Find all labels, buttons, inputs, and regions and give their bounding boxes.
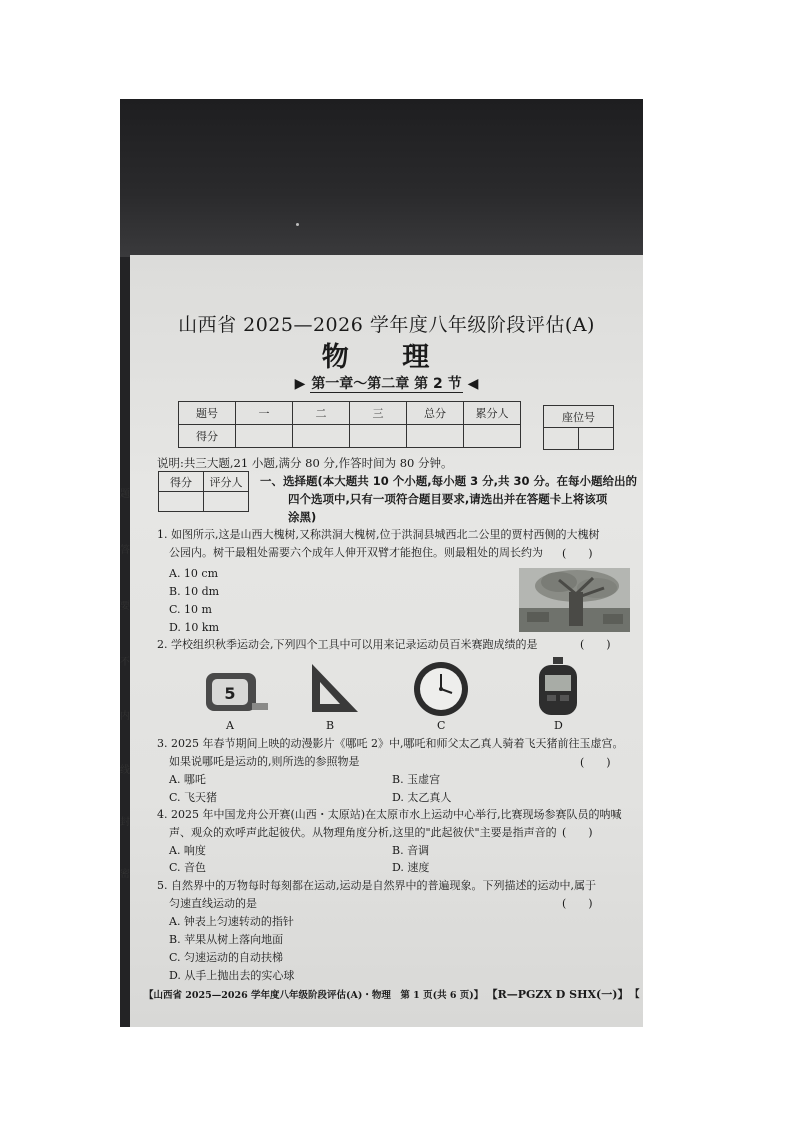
question-line: 1. 如图所示,这是山西大槐树,又称洪洞大槐树,位于洪洞县城西北二公里的贾村西侧的大槐树 <box>157 528 600 541</box>
side-label: 内 <box>120 711 130 722</box>
exam-instructions: 说明:共三大题,21 小题,满分 80 分,作答时间为 80 分钟。 <box>157 456 453 470</box>
score-cell <box>350 425 407 448</box>
question-2-text: 2. 学校组织秋季运动会,下列四个工具中可以用来记录运动员百米赛跑成绩的是 <box>157 638 538 651</box>
side-label: 密 <box>120 869 130 880</box>
option: B. 苹果从树上落向地面 <box>169 933 284 946</box>
side-label: 线 <box>120 765 130 776</box>
question-line: 声、观众的欢呼声此起彼伏。从物理角度分析,这里的"此起彼伏"主要是指声音的 <box>169 826 557 839</box>
score-cell <box>293 425 350 448</box>
question-line: 如果说哪吒是运动的,则所选的参照物是 <box>169 755 360 768</box>
seat-cell <box>579 428 614 450</box>
score-row-label: 得分 <box>179 425 236 448</box>
subject-title: 物 理 <box>321 342 452 373</box>
chapter-left-marker: ▶ <box>294 376 306 392</box>
answer-paren: ( ) <box>562 826 593 839</box>
question-5-options <box>169 913 294 985</box>
grader-name-label: 评分人 <box>204 472 249 492</box>
score-cell <box>464 425 521 448</box>
score-header-cell: 累分人 <box>464 402 521 425</box>
question-3-text <box>157 735 623 771</box>
option: C. 匀速运动的自动扶梯 <box>169 951 284 964</box>
exam-title: 山西省 2025—2026 学年度八年级阶段评估(A) <box>178 314 595 336</box>
stopwatch-icon <box>535 657 581 719</box>
seat-cell <box>544 428 579 450</box>
section-line: 涂黑) <box>288 510 317 524</box>
score-cell <box>236 425 293 448</box>
side-label: 不 <box>120 657 130 668</box>
footer-text: 【山西省 2025—2026 学年度八年级阶段评估(A)・物理 第 1 页(共 6 页)】 <box>144 990 484 1001</box>
score-header-cell: 题号 <box>179 402 236 425</box>
tape-measure-icon <box>202 667 270 715</box>
footer-edge-bracket: 【 <box>630 989 640 1000</box>
seat-number-table <box>543 405 614 450</box>
option: D. 10 km <box>169 621 220 634</box>
option: A. 钟表上匀速转动的指针 <box>169 915 294 928</box>
section-line: 一、选择题(本大题共 10 个小题,每小题 3 分,共 30 分。在每小题给出的 <box>260 474 638 488</box>
score-header-cell: 一 <box>236 402 293 425</box>
question-line: 3. 2025 年春节期间上映的动漫影片《哪吒 2》中,哪吒和师父太乙真人骑着飞天猪前往玉虚宫。 <box>157 737 624 750</box>
grader-cell <box>204 492 249 512</box>
dark-background <box>120 99 643 257</box>
side-label: 题 <box>120 489 130 500</box>
option: A. 10 cm <box>169 567 219 580</box>
footer-code: 【R—PGZX D SHX(一)】 <box>486 988 629 1001</box>
grader-cell <box>159 492 204 512</box>
exam-paper <box>120 255 643 1027</box>
answer-paren: ( ) <box>562 897 593 910</box>
answer-paren: ( ) <box>580 638 611 651</box>
option: C. 10 m <box>169 603 212 616</box>
option: B. 玉虚宫 <box>392 773 441 786</box>
option: D. 太乙真人 <box>392 791 452 804</box>
grader-table <box>158 471 249 512</box>
score-header-cell: 三 <box>350 402 407 425</box>
answer-paren: ( ) <box>580 756 611 769</box>
section-one-heading <box>260 472 637 526</box>
question-4-text <box>157 806 622 842</box>
wall-clock-icon <box>412 660 470 718</box>
option-label: D <box>554 719 563 732</box>
option: C. 音色 <box>169 861 207 874</box>
option: A. 响度 <box>169 844 206 857</box>
photo-frame <box>120 99 643 1027</box>
chapter-text: 第一章～第二章 第 2 节 <box>311 376 462 392</box>
option-label: A <box>226 719 234 732</box>
score-header-cell: 总分 <box>407 402 464 425</box>
side-label: 答 <box>120 545 130 556</box>
question-1-text <box>157 526 599 562</box>
score-header-cell: 二 <box>293 402 350 425</box>
seat-label: 座位号 <box>544 406 614 428</box>
option: B. 音调 <box>392 844 430 857</box>
dust-speck <box>296 223 299 226</box>
option: D. 速度 <box>392 861 430 874</box>
question-line: 匀速直线运动的是 <box>169 897 257 910</box>
side-label: 要 <box>120 601 130 612</box>
grader-score-label: 得分 <box>159 472 204 492</box>
chapter-range <box>130 373 643 393</box>
set-square-icon <box>308 660 362 716</box>
tree-photo <box>519 568 630 632</box>
option-label: B <box>326 719 335 732</box>
option: C. 飞天猪 <box>169 791 218 804</box>
chapter-right-marker: ◀ <box>467 376 479 392</box>
side-label: 封 <box>120 817 130 828</box>
question-line: 5. 自然界中的万物每时每刻都在运动,运动是自然界中的普遍现象。下列描述的运动中,属于 <box>157 879 596 892</box>
question-line: 4. 2025 年中国龙舟公开赛(山西・太原站)在太原市水上运动中心举行,比赛现场参赛队员的呐喊 <box>157 808 622 821</box>
option: D. 从手上抛出去的实心球 <box>169 969 295 982</box>
question-5-text <box>157 877 596 913</box>
page-footer <box>144 986 628 1002</box>
question-1-options <box>169 565 219 637</box>
score-table <box>178 401 521 448</box>
section-line: 四个选项中,只有一项符合题目要求,请选出并在答题卡上将该项 <box>288 492 608 506</box>
option: B. 10 dm <box>169 585 220 598</box>
score-cell <box>407 425 464 448</box>
option-label: C <box>437 719 446 732</box>
question-line: 公园内。树干最粗处需要六个成年人伸开双臂才能抱住。则最粗处的周长约为 <box>169 546 543 559</box>
answer-paren: ( ) <box>562 547 593 560</box>
option: A. 哪吒 <box>169 773 206 786</box>
svg-text:5: 5 <box>224 684 236 703</box>
